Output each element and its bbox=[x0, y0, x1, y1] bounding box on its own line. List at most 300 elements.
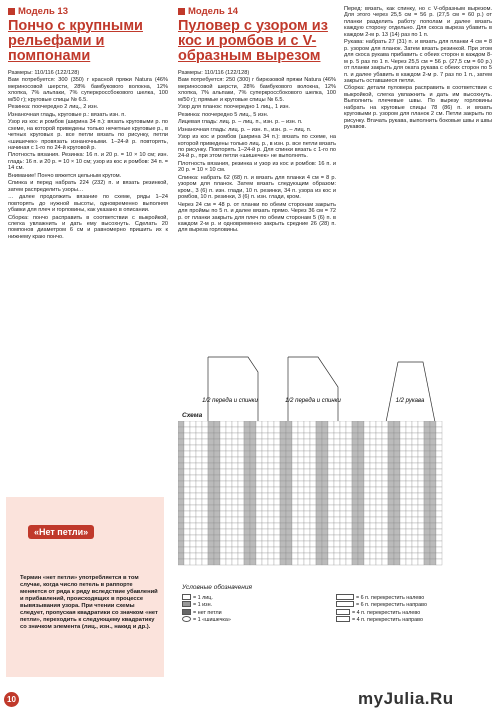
chart-cell bbox=[292, 445, 298, 451]
chart-cell bbox=[304, 451, 310, 457]
chart-cell bbox=[322, 541, 328, 547]
chart-cell bbox=[370, 427, 376, 433]
chart-cell bbox=[304, 505, 310, 511]
chart-cell bbox=[328, 511, 334, 517]
chart-cell bbox=[256, 433, 262, 439]
chart-cell bbox=[262, 523, 268, 529]
chart-cell bbox=[400, 553, 406, 559]
chart-cell bbox=[226, 481, 232, 487]
chart-cell bbox=[436, 523, 442, 529]
paragraph: Плотность вязания. Резинка: 16 п. и 20 р. = 10 × 10 см; изн. гладь: 16 п. и 20 р. = 10 × 10 см; узор из кос и ромбов: 34 п. = 14 см. bbox=[8, 152, 168, 172]
chart-cell bbox=[376, 535, 382, 541]
chart-cell bbox=[382, 421, 388, 427]
chart-cell bbox=[316, 505, 322, 511]
chart-cell bbox=[430, 511, 436, 517]
chart-cell bbox=[268, 493, 274, 499]
note-text: Термин «нет петли» употребляется в том случае, когда число петель в раппорте меняется от ряда к ряду вследствие убавлений и прибавлений, происходящих в процессе вывязывания узора. При чтении схемы следует, пропуская квадратики со значком «нет петли», переходить к следующему квадратику со значком элемента (лиц., изн., накид и др.). bbox=[20, 575, 158, 630]
chart-cell bbox=[388, 439, 394, 445]
chart-cell bbox=[382, 505, 388, 511]
chart-cell bbox=[226, 463, 232, 469]
chart-cell bbox=[184, 505, 190, 511]
chart-cell bbox=[214, 433, 220, 439]
model-text bbox=[178, 70, 336, 234]
chart-cell bbox=[346, 559, 352, 565]
chart-cell bbox=[178, 547, 184, 553]
chart-cell bbox=[232, 427, 238, 433]
chart-cell bbox=[430, 559, 436, 565]
chart-cell bbox=[370, 457, 376, 463]
chart-cell bbox=[352, 529, 358, 535]
chart-cell bbox=[208, 499, 214, 505]
chart-cell bbox=[352, 523, 358, 529]
chart-cell bbox=[388, 469, 394, 475]
chart-cell bbox=[304, 487, 310, 493]
chart-cell bbox=[196, 505, 202, 511]
chart-cell bbox=[202, 523, 208, 529]
chart-cell bbox=[280, 469, 286, 475]
chart-cell bbox=[412, 547, 418, 553]
chart-cell bbox=[274, 505, 280, 511]
chart-cell bbox=[370, 421, 376, 427]
chart-cell bbox=[292, 529, 298, 535]
chart-cell bbox=[406, 481, 412, 487]
chart-cell bbox=[184, 529, 190, 535]
paragraph: Вам потребуется: 250 (300) г бирюзовой пряжи Natura (46% мериносовой шерсти, 28% бамбукового волокна, 12% хлопка, 7% альпаки, 7% суперкроссбокового шелка, 100 м/50 г); прямые и круговые спицы № 6.5. bbox=[178, 77, 336, 103]
chart-cell bbox=[250, 547, 256, 553]
chart-cell bbox=[346, 451, 352, 457]
chart-cell bbox=[286, 457, 292, 463]
chart-cell bbox=[184, 451, 190, 457]
chart-cell bbox=[184, 523, 190, 529]
chart-cell bbox=[316, 553, 322, 559]
chart-cell bbox=[334, 505, 340, 511]
legend-item: = 1 лиц. bbox=[182, 594, 332, 601]
chart-cell bbox=[382, 529, 388, 535]
chart-cell bbox=[376, 469, 382, 475]
chart-cell bbox=[358, 463, 364, 469]
chart-cell bbox=[418, 541, 424, 547]
chart-cell bbox=[196, 535, 202, 541]
chart-cell bbox=[244, 451, 250, 457]
chart-cell bbox=[328, 469, 334, 475]
chart-cell bbox=[430, 451, 436, 457]
chart-cell bbox=[322, 517, 328, 523]
chart-cell bbox=[412, 559, 418, 565]
chart-cell bbox=[196, 481, 202, 487]
chart-cell bbox=[262, 445, 268, 451]
chart-cell bbox=[214, 535, 220, 541]
chart-cell bbox=[220, 475, 226, 481]
chart-cell bbox=[394, 559, 400, 565]
chart-cell bbox=[334, 469, 340, 475]
chart-cell bbox=[256, 493, 262, 499]
chart-cell bbox=[184, 433, 190, 439]
chart-cell bbox=[196, 523, 202, 529]
chart-cell bbox=[388, 421, 394, 427]
chart-cell bbox=[238, 505, 244, 511]
chart-cell bbox=[310, 457, 316, 463]
chart-cell bbox=[394, 493, 400, 499]
chart-cell bbox=[268, 559, 274, 565]
chart-cell bbox=[394, 523, 400, 529]
chart-cell bbox=[208, 523, 214, 529]
chart-cell bbox=[232, 529, 238, 535]
chart-cell bbox=[370, 523, 376, 529]
chart-cell bbox=[436, 547, 442, 553]
chart-cell bbox=[394, 451, 400, 457]
chart-cell bbox=[364, 451, 370, 457]
chart-cell bbox=[328, 445, 334, 451]
chart-cell bbox=[226, 487, 232, 493]
chart-cell bbox=[262, 541, 268, 547]
chart-cell bbox=[184, 511, 190, 517]
chart-cell bbox=[310, 421, 316, 427]
chart-cell bbox=[400, 421, 406, 427]
chart-cell bbox=[262, 427, 268, 433]
chart-cell bbox=[208, 529, 214, 535]
chart-cell bbox=[412, 499, 418, 505]
chart-cell bbox=[430, 493, 436, 499]
chart-cell bbox=[196, 445, 202, 451]
chart-cell bbox=[346, 481, 352, 487]
chart-cell bbox=[268, 481, 274, 487]
chart-cell bbox=[436, 451, 442, 457]
chart-cell bbox=[412, 553, 418, 559]
chart-cell bbox=[304, 535, 310, 541]
chart-cell bbox=[268, 535, 274, 541]
legend-right bbox=[336, 594, 491, 624]
chart-cell bbox=[388, 535, 394, 541]
chart-cell bbox=[178, 493, 184, 499]
chart-cell bbox=[430, 541, 436, 547]
chart-cell bbox=[250, 529, 256, 535]
chart-cell bbox=[190, 511, 196, 517]
chart-cell bbox=[256, 445, 262, 451]
chart-cell bbox=[370, 559, 376, 565]
chart-cell bbox=[400, 559, 406, 565]
chart-cell bbox=[406, 505, 412, 511]
chart-cell bbox=[352, 499, 358, 505]
chart-cell bbox=[340, 541, 346, 547]
chart-cell bbox=[436, 535, 442, 541]
chart-cell bbox=[346, 547, 352, 553]
chart-cell bbox=[322, 505, 328, 511]
chart-cell bbox=[232, 487, 238, 493]
chart-cell bbox=[394, 439, 400, 445]
chart-cell bbox=[382, 535, 388, 541]
chart-cell bbox=[346, 553, 352, 559]
chart-cell bbox=[388, 487, 394, 493]
chart-cell bbox=[364, 457, 370, 463]
chart-cell bbox=[352, 553, 358, 559]
chart-cell bbox=[286, 523, 292, 529]
chart-cell bbox=[214, 481, 220, 487]
chart-cell bbox=[280, 547, 286, 553]
chart-cell bbox=[364, 553, 370, 559]
chart-cell bbox=[394, 433, 400, 439]
chart-cell bbox=[352, 451, 358, 457]
chart-cell bbox=[256, 541, 262, 547]
chart-cell bbox=[304, 547, 310, 553]
chart-cell bbox=[232, 541, 238, 547]
chart-cell bbox=[274, 517, 280, 523]
chart-cell bbox=[262, 439, 268, 445]
chart-cell bbox=[262, 505, 268, 511]
chart-cell bbox=[322, 523, 328, 529]
chart-cell bbox=[214, 457, 220, 463]
paragraph: Размеры: 110/116 (122/128) bbox=[8, 70, 80, 76]
chart-cell bbox=[202, 529, 208, 535]
chart-cell bbox=[406, 517, 412, 523]
chart-cell bbox=[400, 487, 406, 493]
chart-cell bbox=[298, 475, 304, 481]
chart-cell bbox=[322, 421, 328, 427]
chart-cell bbox=[364, 487, 370, 493]
legend-item: = 4 п. перекрестить направо bbox=[336, 616, 491, 623]
chart-cell bbox=[376, 547, 382, 553]
chart-cell bbox=[286, 463, 292, 469]
chart-cell bbox=[190, 553, 196, 559]
chart-cell bbox=[424, 487, 430, 493]
chart-cell bbox=[184, 463, 190, 469]
chart-cell bbox=[196, 463, 202, 469]
chart-cell bbox=[292, 523, 298, 529]
chart-cell bbox=[220, 553, 226, 559]
chart-cell bbox=[238, 517, 244, 523]
chart-cell bbox=[226, 493, 232, 499]
chart-cell bbox=[280, 433, 286, 439]
chart-cell bbox=[250, 559, 256, 565]
chart-cell bbox=[256, 463, 262, 469]
chart-cell bbox=[244, 547, 250, 553]
chart-cell bbox=[310, 523, 316, 529]
chart-cell bbox=[424, 463, 430, 469]
chart-cell bbox=[430, 433, 436, 439]
chart-cell bbox=[412, 433, 418, 439]
chart-cell bbox=[400, 535, 406, 541]
chart-cell bbox=[304, 421, 310, 427]
chart-cell bbox=[352, 559, 358, 565]
chart-cell bbox=[202, 493, 208, 499]
chart-cell bbox=[322, 499, 328, 505]
chart-cell bbox=[286, 553, 292, 559]
chart-cell bbox=[400, 499, 406, 505]
chart-cell bbox=[262, 481, 268, 487]
paragraph: Внимание! Пончо вяжется цельным кругом. bbox=[8, 172, 122, 179]
chart-cell bbox=[334, 427, 340, 433]
chart-cell bbox=[178, 421, 184, 427]
chart-cell bbox=[178, 439, 184, 445]
chart-cell bbox=[250, 517, 256, 523]
chart-cell bbox=[178, 553, 184, 559]
chart-cell bbox=[382, 487, 388, 493]
chart-cell bbox=[304, 439, 310, 445]
chart-cell bbox=[400, 517, 406, 523]
chart-cell bbox=[214, 439, 220, 445]
chart-cell bbox=[394, 469, 400, 475]
chart-cell bbox=[208, 475, 214, 481]
chart-cell bbox=[226, 505, 232, 511]
chart-cell bbox=[184, 541, 190, 547]
paragraph: Через 24 см = 48 р. от планки по обеим сторонам закрыть для проймы по 5 п. и далее вязать прямо. Через 36 см = 72 р. от планки закрыть для плеч по обеим сторонам 5 (6) п. в каждом 2-м р. и одновременно закрыть средние 26 (28) п. для выреза горловины. bbox=[178, 201, 336, 234]
chart-cell bbox=[178, 433, 184, 439]
chart-cell bbox=[232, 475, 238, 481]
chart-cell bbox=[310, 559, 316, 565]
chart-cell bbox=[334, 499, 340, 505]
chart-cell bbox=[436, 439, 442, 445]
chart-cell bbox=[424, 529, 430, 535]
chart-cell bbox=[292, 427, 298, 433]
bobble-symbol bbox=[182, 616, 191, 622]
chart-cell bbox=[430, 469, 436, 475]
chart-cell bbox=[232, 511, 238, 517]
chart-cell bbox=[202, 433, 208, 439]
chart-cell bbox=[316, 517, 322, 523]
chart-cell bbox=[214, 547, 220, 553]
chart-cell bbox=[406, 499, 412, 505]
chart-cell bbox=[406, 445, 412, 451]
chart-cell bbox=[220, 487, 226, 493]
chart-cell bbox=[412, 475, 418, 481]
chart-cell bbox=[436, 445, 442, 451]
chart-cell bbox=[388, 481, 394, 487]
chart-cell bbox=[286, 541, 292, 547]
chart-cell bbox=[178, 529, 184, 535]
chart-cell bbox=[334, 523, 340, 529]
chart-cell bbox=[196, 541, 202, 547]
chart-cell bbox=[382, 457, 388, 463]
chart-cell bbox=[214, 523, 220, 529]
chart-cell bbox=[316, 559, 322, 565]
chart-cell bbox=[406, 553, 412, 559]
chart-cell bbox=[268, 529, 274, 535]
chart-cell bbox=[364, 529, 370, 535]
chart-cell bbox=[436, 427, 442, 433]
chart-cell bbox=[340, 481, 346, 487]
paragraph: Сборка: пончо расправить в соответствии с выкройкой, слегка увлажнить и дать ему высохнуть. Сделать 20 помпонов диаметром 6 см и равномерно пришить их к нижнему краю пончо. bbox=[8, 214, 168, 240]
chart-cell bbox=[202, 481, 208, 487]
chart-cell bbox=[190, 481, 196, 487]
knit-symbol bbox=[182, 594, 191, 600]
chart-cell bbox=[280, 475, 286, 481]
chart-cell bbox=[418, 499, 424, 505]
chart-cell bbox=[322, 463, 328, 469]
chart-cell bbox=[394, 553, 400, 559]
chart-cell bbox=[238, 535, 244, 541]
chart-cell bbox=[244, 463, 250, 469]
chart-cell bbox=[412, 535, 418, 541]
chart-cell bbox=[412, 487, 418, 493]
chart-cell bbox=[292, 499, 298, 505]
chart-cell bbox=[316, 469, 322, 475]
chart-cell bbox=[178, 499, 184, 505]
chart-cell bbox=[286, 535, 292, 541]
chart-cell bbox=[322, 487, 328, 493]
chart-cell bbox=[208, 535, 214, 541]
chart-cell bbox=[226, 445, 232, 451]
chart-cell bbox=[424, 523, 430, 529]
chart-cell bbox=[232, 547, 238, 553]
chart-cell bbox=[226, 523, 232, 529]
chart-cell bbox=[202, 541, 208, 547]
chart-cell bbox=[226, 511, 232, 517]
chart-cell bbox=[376, 427, 382, 433]
chart-cell bbox=[352, 487, 358, 493]
chart-cell bbox=[370, 529, 376, 535]
chart-cell bbox=[376, 433, 382, 439]
column-model-14 bbox=[178, 6, 336, 235]
chart-cell bbox=[382, 547, 388, 553]
chart-cell bbox=[250, 469, 256, 475]
chart-cell bbox=[232, 559, 238, 565]
chart-cell bbox=[322, 535, 328, 541]
chart-cell bbox=[394, 541, 400, 547]
chart-cell bbox=[418, 421, 424, 427]
chart-cell bbox=[352, 481, 358, 487]
chart-cell bbox=[424, 427, 430, 433]
chart-cell bbox=[286, 547, 292, 553]
chart-cell bbox=[178, 469, 184, 475]
chart-cell bbox=[256, 517, 262, 523]
chart-cell bbox=[412, 481, 418, 487]
chart-cell bbox=[184, 427, 190, 433]
chart-cell bbox=[370, 541, 376, 547]
chart-cell bbox=[298, 445, 304, 451]
chart-cell bbox=[274, 511, 280, 517]
chart-cell bbox=[328, 487, 334, 493]
chart-cell bbox=[304, 541, 310, 547]
diagram-label: 1/2 переда и спинки bbox=[285, 398, 341, 404]
chart-cell bbox=[256, 559, 262, 565]
chart-cell bbox=[214, 505, 220, 511]
chart-cell bbox=[322, 493, 328, 499]
chart-cell bbox=[346, 499, 352, 505]
chart-cell bbox=[418, 517, 424, 523]
chart-cell bbox=[406, 451, 412, 457]
chart-cell bbox=[406, 511, 412, 517]
model-title: Пончо с крупными рельефами и помпонами bbox=[8, 18, 143, 64]
chart-cell bbox=[268, 553, 274, 559]
chart-cell bbox=[370, 433, 376, 439]
chart-cell bbox=[220, 547, 226, 553]
paragraph: Рукава: набрать 27 (31) п. и вязать для планки 4 см = 8 р. узором для планок. Затем вязать резинкой. При этом для скоса рукава прибавить с обеих сторон в каждом 8-м р. 5 раз по 1 п. Через 25,5 см = 56 р. (27,5 см = 60 р.) от планки закрыть для оката рукава с обеих сторон по 5 п. и далее убавить в каждом 2-м р. 7 раз по 1 п., затем закрыть оставшиеся петли. bbox=[344, 39, 492, 84]
chart-cell bbox=[298, 553, 304, 559]
chart-cell bbox=[232, 523, 238, 529]
chart-cell bbox=[292, 547, 298, 553]
chart-cell bbox=[316, 535, 322, 541]
chart-cell bbox=[184, 439, 190, 445]
chart-cell bbox=[208, 463, 214, 469]
chart-cell bbox=[352, 463, 358, 469]
chart-cell bbox=[322, 427, 328, 433]
chart-cell bbox=[184, 499, 190, 505]
chart-cell bbox=[226, 499, 232, 505]
chart-cell bbox=[262, 475, 268, 481]
chart-cell bbox=[190, 451, 196, 457]
chart-cell bbox=[364, 523, 370, 529]
chart-cell bbox=[430, 475, 436, 481]
chart-cell bbox=[238, 481, 244, 487]
chart-cell bbox=[364, 547, 370, 553]
chart-cell bbox=[340, 553, 346, 559]
chart-cell bbox=[274, 487, 280, 493]
chart-cell bbox=[244, 553, 250, 559]
chart-cell bbox=[316, 463, 322, 469]
chart-cell bbox=[274, 457, 280, 463]
chart-cell bbox=[334, 475, 340, 481]
chart-cell bbox=[238, 463, 244, 469]
chart-cell bbox=[286, 511, 292, 517]
